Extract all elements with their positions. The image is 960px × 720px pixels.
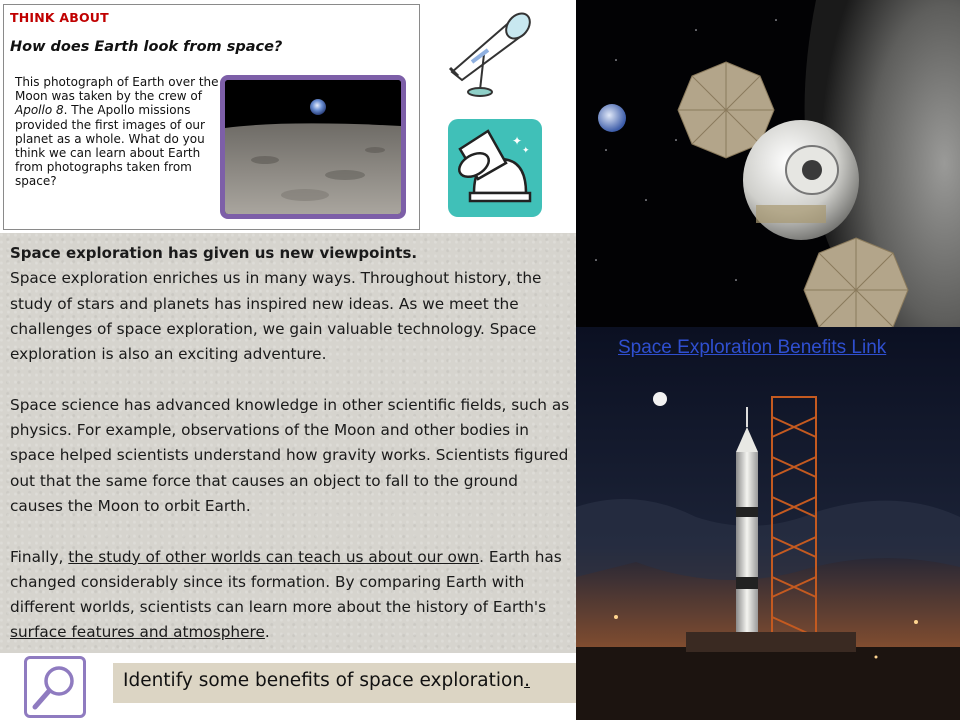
prompt-end: . bbox=[524, 670, 530, 691]
prompt-text: Identify some benefits of space exploration bbox=[123, 670, 525, 691]
rocket-launch-photo bbox=[576, 327, 960, 720]
paragraph-science: Space science has advanced knowledge in other scientific fields, such as physics. For example, observations of the Moon and other bodies in space helped scientists understand how gravity works. Scientists figured out that the same force that causes an object to fall to the ground causes the Moon to orbit Earth. bbox=[10, 395, 570, 515]
think-about-box bbox=[3, 4, 420, 230]
paragraph-enriches: Space exploration enriches us in many ways. Throughout history, the study of stars and planets has inspired new ideas. As we meet the challenges of space exploration, we gain valuable technology. Space exploration is also an exciting adventure. bbox=[10, 269, 542, 364]
earthrise-photo bbox=[220, 75, 406, 219]
paragraph3-intro: Finally, bbox=[10, 547, 69, 566]
svg-text:✦: ✦ bbox=[522, 146, 530, 156]
other-worlds-link[interactable]: the study of other worlds can teach us about our own bbox=[68, 547, 480, 566]
main-text-panel bbox=[0, 233, 576, 653]
main-text bbox=[10, 241, 570, 646]
section-heading: Space exploration has given us new viewpoints. bbox=[10, 244, 418, 262]
identify-benefits-prompt bbox=[113, 663, 577, 703]
paragraph3-mid: . Earth has changed considerably since its formation. By comparing Earth with different worlds, scientists can learn more about the history of Earth's bbox=[10, 547, 562, 617]
surface-features-link[interactable]: surface features and atmosphere bbox=[10, 623, 265, 642]
think-about-question: How does Earth look from space? bbox=[10, 39, 283, 55]
think-body-part: . The Apollo missions provided the first images of our planet as a whole. What do you think we can learn about Earth from photographs taken from space? bbox=[15, 103, 205, 189]
think-body-part: This photograph of Earth over the Moon was taken by the crew of bbox=[15, 75, 219, 104]
think-about-label: THINK ABOUT bbox=[10, 10, 109, 25]
orion-spacecraft-photo bbox=[576, 0, 960, 327]
magnifier-icon[interactable] bbox=[24, 656, 86, 718]
space-exploration-benefits-link[interactable]: Space Exploration Benefits Link bbox=[618, 337, 887, 358]
paragraph-other-worlds bbox=[10, 545, 570, 646]
svg-text:✦: ✦ bbox=[512, 134, 523, 148]
think-about-body bbox=[15, 75, 227, 189]
paragraph3-end: . bbox=[264, 623, 270, 642]
think-body-mission: Apollo 8 bbox=[15, 103, 64, 118]
telescope-icon bbox=[442, 2, 540, 98]
observatory-icon bbox=[448, 119, 542, 217]
